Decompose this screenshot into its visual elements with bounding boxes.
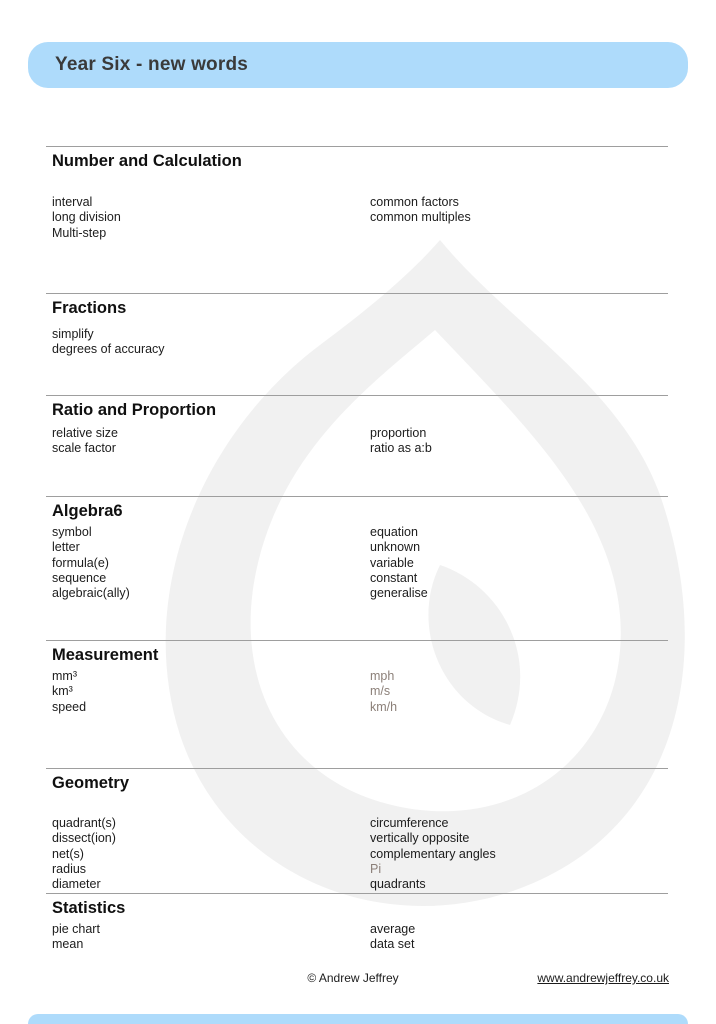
vocab-word: common factors bbox=[370, 195, 459, 209]
vocab-word: proportion bbox=[370, 426, 427, 440]
vocab-word: scale factor bbox=[52, 441, 116, 456]
page-title: Year Six - new words bbox=[55, 54, 249, 75]
section-algebra bbox=[0, 496, 716, 640]
vocab-word: dissect(ion) bbox=[52, 831, 116, 846]
vocab-word: km³ bbox=[52, 684, 73, 699]
word-list-left bbox=[52, 816, 352, 892]
vocab-word: mph bbox=[370, 669, 395, 683]
section-number-and-calculation bbox=[0, 146, 716, 293]
word-list-left bbox=[52, 195, 352, 241]
vocab-word: ratio as a:b bbox=[370, 441, 432, 456]
vocab-word: speed bbox=[52, 699, 87, 714]
vocab-word: constant bbox=[370, 570, 418, 585]
section-divider bbox=[46, 395, 668, 396]
word-list-right bbox=[370, 922, 670, 953]
section-heading: Measurement bbox=[52, 646, 159, 664]
word-list-left bbox=[52, 525, 352, 601]
vocab-word: sequence bbox=[52, 570, 107, 585]
vocab-word: variable bbox=[370, 555, 414, 570]
word-list-right bbox=[370, 426, 670, 457]
word-list-right bbox=[370, 816, 670, 892]
vocab-word: Pi bbox=[370, 861, 382, 876]
section-divider bbox=[46, 496, 668, 497]
vocab-word: diameter bbox=[52, 877, 101, 892]
vocab-word: complementary angles bbox=[370, 846, 496, 861]
vocab-word: unknown bbox=[370, 540, 421, 555]
section-heading: Number and Calculation bbox=[52, 152, 242, 170]
vocab-word: generalise bbox=[370, 586, 428, 601]
vocab-word: vertically opposite bbox=[370, 831, 470, 846]
vocab-word: quadrant(s) bbox=[52, 816, 116, 830]
section-divider bbox=[46, 768, 668, 769]
vocab-word: letter bbox=[52, 540, 80, 555]
vocab-word: net(s) bbox=[52, 846, 84, 861]
section-heading: Statistics bbox=[52, 899, 126, 917]
vocab-word: Multi-step bbox=[52, 225, 107, 240]
section-heading: Fractions bbox=[52, 299, 127, 317]
section-statistics bbox=[0, 893, 716, 973]
website-link[interactable]: www.andrewjeffrey.co.uk bbox=[537, 971, 669, 985]
vocab-word: interval bbox=[52, 195, 93, 209]
word-list-right bbox=[370, 669, 670, 715]
section-measurement bbox=[0, 640, 716, 768]
vocab-word: average bbox=[370, 922, 416, 936]
vocab-word: km/h bbox=[370, 699, 398, 714]
vocab-word: simplify bbox=[52, 327, 94, 341]
vocab-word: algebraic(ally) bbox=[52, 586, 130, 601]
vocab-word: pie chart bbox=[52, 922, 100, 936]
section-fractions bbox=[0, 293, 716, 395]
vocab-word: mean bbox=[52, 937, 84, 952]
vocab-word: radius bbox=[52, 861, 87, 876]
vocab-word: long division bbox=[52, 210, 121, 225]
vocab-word: relative size bbox=[52, 426, 118, 440]
section-divider bbox=[46, 893, 668, 894]
section-divider bbox=[46, 640, 668, 641]
vocab-word: data set bbox=[370, 937, 415, 952]
vocab-word: degrees of accuracy bbox=[52, 342, 165, 357]
word-list-right bbox=[370, 525, 670, 601]
vocab-word: equation bbox=[370, 525, 418, 539]
vocab-word: quadrants bbox=[370, 877, 426, 892]
copyright-text: © Andrew Jeffrey bbox=[307, 971, 399, 985]
vocab-word: m/s bbox=[370, 684, 391, 699]
vocab-word: symbol bbox=[52, 525, 92, 539]
word-list-left bbox=[52, 426, 352, 457]
section-geometry bbox=[0, 768, 716, 893]
title-banner bbox=[28, 42, 688, 88]
next-page-banner-edge bbox=[28, 1014, 688, 1024]
vocab-word: circumference bbox=[370, 816, 449, 830]
word-list-right bbox=[370, 195, 670, 226]
section-divider bbox=[46, 146, 668, 147]
vocab-word: formula(e) bbox=[52, 555, 109, 570]
word-list-left bbox=[52, 327, 352, 358]
vocab-word: common multiples bbox=[370, 210, 471, 225]
section-ratio-and-proportion bbox=[0, 395, 716, 496]
section-heading: Ratio and Proportion bbox=[52, 401, 217, 419]
section-heading: Algebra6 bbox=[52, 502, 123, 520]
section-heading: Geometry bbox=[52, 774, 130, 792]
word-list-left bbox=[52, 669, 352, 715]
word-list-left bbox=[52, 922, 352, 953]
vocab-word: mm³ bbox=[52, 669, 77, 683]
section-divider bbox=[46, 293, 668, 294]
